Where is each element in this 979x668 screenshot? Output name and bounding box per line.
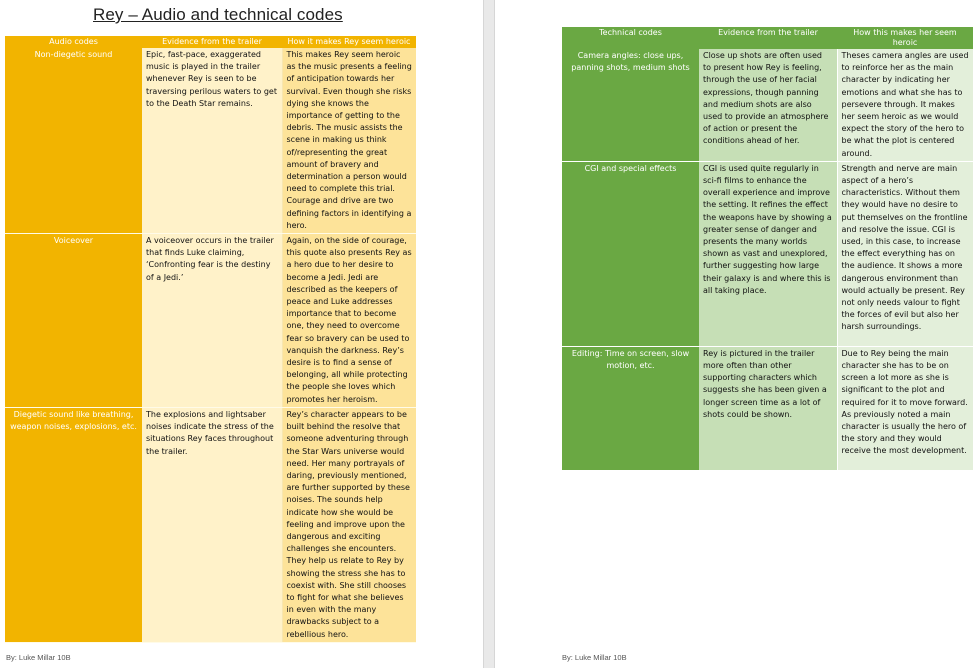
- page-footer: By: Luke Millar 10B: [562, 653, 627, 662]
- heroic-cell: Due to Rey being the main character she has to be on screen a lot more as she is significant to the plot and required for it to move forward. As previously noted a main character is usually the hero of the story and they would receive the most development.: [837, 346, 973, 470]
- evidence-cell: Close up shots are often used to present how Rey is feeling, through the use of her facial expressions, though panning and medium shots are also used to provide an atmosphere of action or present the conditions ahead of her.: [699, 49, 837, 161]
- left-page: [0, 0, 483, 668]
- table-row: [562, 161, 973, 346]
- table-row: [5, 407, 416, 642]
- row-label: Diegetic sound like breathing, weapon noises, explosions, etc.: [5, 407, 142, 642]
- evidence-cell: Rey is pictured in the trailer more often than other supporting characters which suggests she has been given a longer screen time as a lot of shots could be shown.: [699, 346, 837, 470]
- table-header-row: [562, 27, 973, 49]
- page-footer: By: Luke Millar 10B: [6, 653, 71, 662]
- heroic-cell: Theses camera angles are used to reinforce her as the main character by indicating her emotions and what she has to persevere through. It makes her seem heroic as we would expect the story of the hero to be what the plot is centered around.: [837, 49, 973, 161]
- evidence-cell: Epic, fast-pace, exaggerated music is played in the trailer whenever Rey is seen to be traversing perilous waters to get to the Death Star remains.: [142, 48, 282, 234]
- evidence-cell: The explosions and lightsaber noises indicate the stress of the situations Rey faces throughout the trailer.: [142, 407, 282, 642]
- heroic-cell: This makes Rey seem heroic as the music presents a feeling of anticipation towards her survival. Even though she risks dying she knows the importance of getting to the debris. The music assists the scene in making us think of/representing the great amount of bravery and determination a person would need to complete this trial. Courage and drive are two defining factors in identifying a hero.: [282, 48, 416, 234]
- heroic-cell: Rey’s character appears to be built behind the resolve that someone adventuring through the Star Wars universe would need. Her many portrayals of daring, previously mentioned, are further supported by these noises. The sounds help indicate how she would be feeling and improve upon the dangerous and exciting challenges she encounters. They help us relate to Rey by showing the stress she has to coexist with. She still chooses to fight for what she believes in even with the many drawbacks subject to a rebellious hero.: [282, 407, 416, 642]
- heroic-cell: Again, on the side of courage, this quote also presents Rey as a hero due to her desire to become a Jedi. Jedi are described as the keepers of peace and Luke addresses importance that to become one, they need to overcome fear so bravery can be used to vanquish the darkness. Rey’s desire is to find a sense of belonging, all while protecting the people she loves which promotes her heroism.: [282, 234, 416, 408]
- column-header-audio-codes: Audio codes: [5, 36, 142, 48]
- column-header-heroic: How it makes Rey seem heroic: [282, 36, 416, 48]
- technical-codes-table: [562, 27, 973, 471]
- evidence-cell: CGI is used quite regularly in sci-fi films to enhance the overall experience and improve the setting. It refines the effect the weapons have by showing a greater sense of danger and presents the many worlds shown as vast and unexplored, further suggesting how large their galaxy is and where this is all taking place.: [699, 161, 837, 346]
- heroic-cell: Strength and nerve are main aspect of a hero’s characteristics. Without them they would have no desire to put themselves on the frontline and resolve the issue. CGI is used, in this case, to increase the effect everything has on the audience. It shows a more dangerous environment than would actually be present. Rey not only needs valour to fight the forces of evil but also her harsh surroundings.: [837, 161, 973, 346]
- page-separator: [483, 0, 495, 668]
- table-header-row: [5, 36, 416, 48]
- column-header-technical-codes: Technical codes: [562, 27, 699, 49]
- table-row: [562, 346, 973, 470]
- audio-codes-table: [5, 36, 416, 643]
- column-header-evidence: Evidence from the trailer: [142, 36, 282, 48]
- row-label: CGI and special effects: [562, 161, 699, 346]
- row-label: Camera angles: close ups, panning shots, medium shots: [562, 49, 699, 161]
- column-header-evidence: Evidence from the trailer: [699, 27, 837, 49]
- row-label: Voiceover: [5, 234, 142, 408]
- row-label: Editing: Time on screen, slow motion, etc.: [562, 346, 699, 470]
- table-row: [5, 234, 416, 408]
- table-row: [562, 49, 973, 161]
- table-row: [5, 48, 416, 234]
- evidence-cell: A voiceover occurs in the trailer that finds Luke claiming, ‘Confronting fear is the destiny of a Jedi.’: [142, 234, 282, 408]
- document-title: Rey – Audio and technical codes: [93, 5, 343, 24]
- column-header-heroic: How this makes her seem heroic: [837, 27, 973, 49]
- row-label: Non-diegetic sound: [5, 48, 142, 234]
